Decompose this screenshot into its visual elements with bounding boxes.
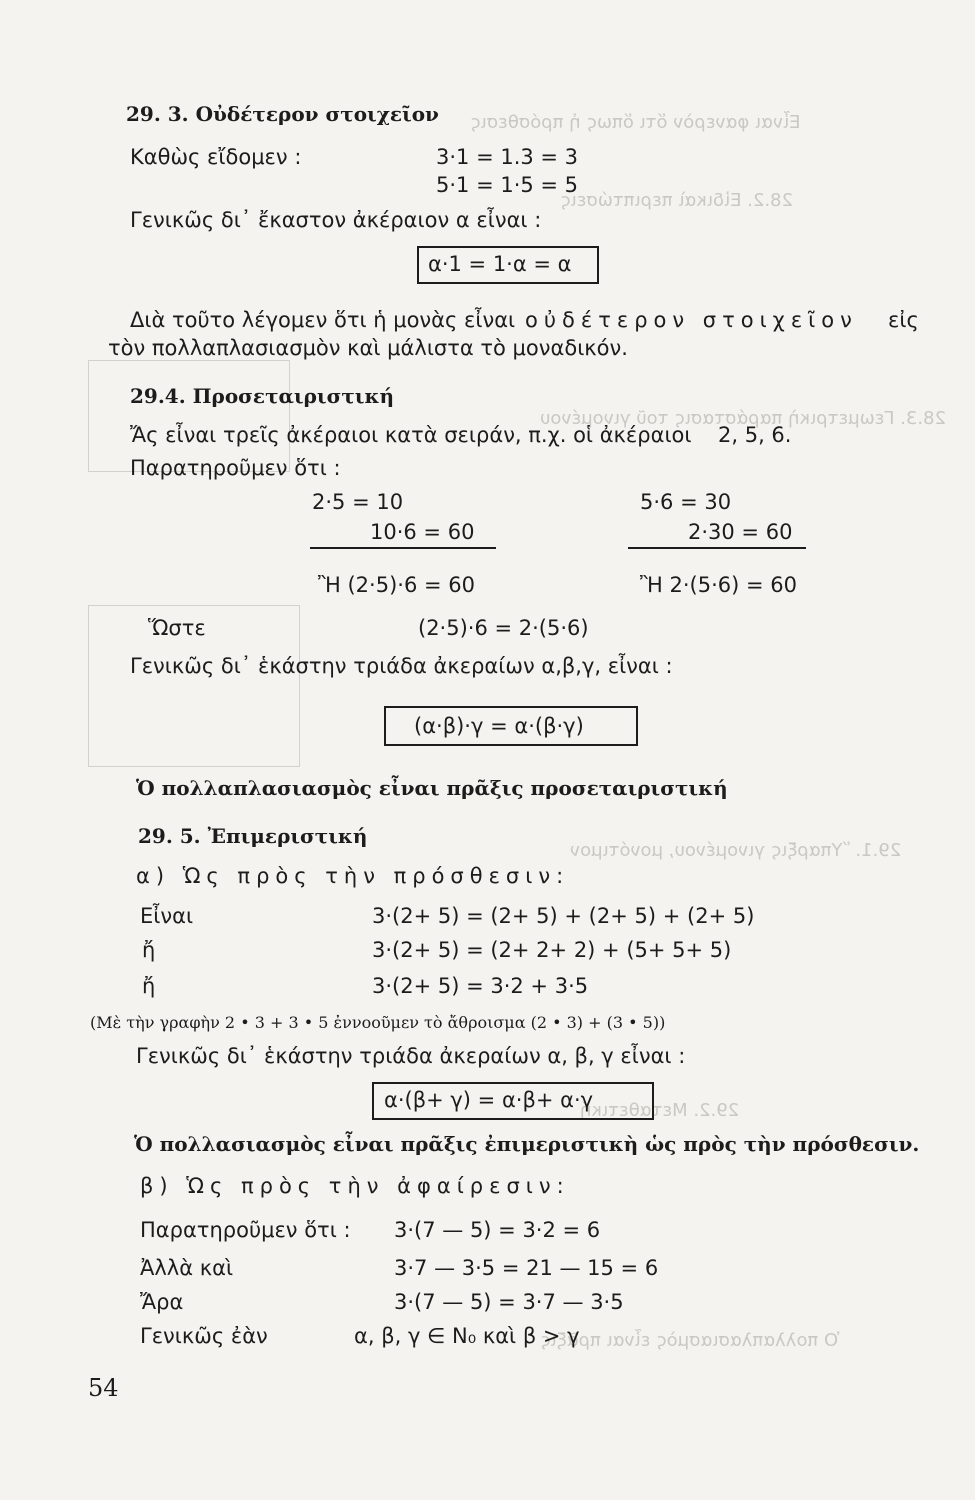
formula-associative: (α·β)·γ = α·(β·γ)	[414, 714, 584, 738]
equation-sub-1: 3·(7 — 5) = 3·2 = 6	[394, 1218, 601, 1242]
equation-row-2: 3·(2+ 5) = (2+ 2+ 2) + (5+ 5+ 5)	[372, 938, 732, 962]
text-hoste: Ὥστε	[148, 616, 206, 640]
equation-right-3: Ἢ 2·(5·6) = 60	[640, 573, 797, 597]
text-general: Γενικῶς δι᾽ ἑκάστην τριάδα ἀκεραίων α, β, γ εἶναι :	[136, 1044, 686, 1068]
text-kathos: Καθὼς εἴδομεν :	[130, 145, 302, 169]
equation: 3·1 = 1.3 = 3	[436, 145, 579, 169]
text-genikos-ean: Γενικῶς ἐὰν	[140, 1324, 268, 1348]
text-einai: Εἶναι	[140, 904, 194, 928]
text-conclusion-end: εἰς	[888, 308, 919, 332]
equation-left-3: Ἢ (2·5)·6 = 60	[318, 573, 475, 597]
text-e: ἤ	[142, 974, 156, 998]
formula-neutral-element: α·1 = 1·α = α	[428, 252, 572, 276]
section-heading-29-5: 29. 5. Ἐπιμεριστική	[138, 824, 368, 848]
text-e: ἤ	[142, 938, 156, 962]
rule-line	[628, 547, 806, 549]
equation-row-1: 3·(2+ 5) = (2+ 5) + (2+ 5) + (2+ 5)	[372, 904, 755, 928]
equation-left-2: 10·6 = 60	[370, 520, 475, 544]
equation-row-3: 3·(2+ 5) = 3·2 + 3·5	[372, 974, 589, 998]
bleed-through-text: Εἶναι φανερὸν ὅτι ὅπως ἡ πρόσθεσις	[470, 112, 801, 133]
text-alla: Ἀλλὰ καὶ	[140, 1256, 234, 1280]
text-numbers: 2, 5, 6.	[718, 423, 792, 447]
bleed-through-text: 29.2. Μεταθετική	[580, 1100, 740, 1121]
text-general: Γενικῶς δι᾽ ἔκαστον ἀκέραιον α εἶναι :	[130, 208, 542, 232]
equation-sub-2: 3·7 — 3·5 = 21 — 15 = 6	[394, 1256, 659, 1280]
equation-right-2: 2·30 = 60	[688, 520, 793, 544]
text-subsection-b: β) Ὡς πρὸς τὴν ἀφαίρεσιν:	[140, 1174, 570, 1198]
equation-left-1: 2·5 = 10	[312, 490, 404, 514]
rule-line	[310, 547, 496, 549]
text-conclusion-2: τὸν πολλαπλασιασμὸν καὶ μάλιστα τὸ μοναδικόν.	[108, 336, 628, 360]
text-ara: Ἄρα	[140, 1290, 184, 1314]
bleed-through-text: Ὁ πολλαπλασιασμὸς εἶναι πρᾶξις	[540, 1330, 840, 1351]
statement-distributive: Ὁ πολλασιασμὸς εἶναι πρᾶξις ἐπιμεριστικὴ ὡς πρὸς τὴν πρόσθεσιν.	[134, 1132, 920, 1156]
text-observe: Παρατηροῦμεν ὅτι :	[140, 1218, 351, 1242]
section-heading-29-4: 29.4. Προσεταιριστική	[130, 384, 394, 408]
text-intro: Ἄς εἶναι τρεῖς ἀκέραιοι κατὰ σειράν, π.χ. οἱ ἀκέραιοι	[130, 423, 692, 447]
text-subsection-a: α) Ὡς πρὸς τὴν πρόσθεσιν:	[136, 864, 570, 888]
bleed-through-text: 28.2. Εἰδικαὶ περιπτώσεις	[560, 190, 793, 211]
section-heading-29-3: 29. 3. Οὐδέτερον στοιχεῖον	[126, 102, 439, 126]
equation-sub-3: 3·(7 — 5) = 3·7 — 3·5	[394, 1290, 624, 1314]
text-conclusion: Διὰ τοῦτο λέγομεν ὅτι ἡ μονὰς εἶναι	[130, 308, 516, 332]
text-observe: Παρατηροῦμεν ὅτι :	[130, 456, 341, 480]
bleed-through-text: 28.3. Γεωμετρικὴ παράστασις τοῦ γινομένου	[540, 408, 946, 429]
text-general: Γενικῶς δι᾽ ἑκάστην τριάδα ἀκεραίων α,β,γ, εἶναι :	[130, 654, 673, 678]
page-number: 54	[88, 1374, 119, 1402]
text-note: (Μὲ τὴν γραφὴν 2 • 3 + 3 • 5 ἐννοοῦμεν τὸ ἄθροισμα (2 • 3) + (3 • 5))	[90, 1013, 666, 1032]
formula-distributive: α·(β+ γ) = α·β+ α·γ	[384, 1088, 594, 1112]
equation-right-1: 5·6 = 30	[640, 490, 732, 514]
equation-condition: α, β, γ ∈ N₀ καὶ β > γ	[354, 1324, 580, 1348]
equation-result: (2·5)·6 = 2·(5·6)	[418, 616, 589, 640]
equation: 5·1 = 1·5 = 5	[436, 173, 579, 197]
text-emphasis-spaced: οὐδέτερον στοιχεῖον	[525, 308, 858, 332]
statement-associative: Ὁ πολλαπλασιασμὸς εἶναι πρᾶξις προσεταιριστική	[136, 776, 728, 800]
bleed-through-text: 29.1. Ὕπαρξις γινομένου, μονότιμον	[570, 840, 902, 861]
